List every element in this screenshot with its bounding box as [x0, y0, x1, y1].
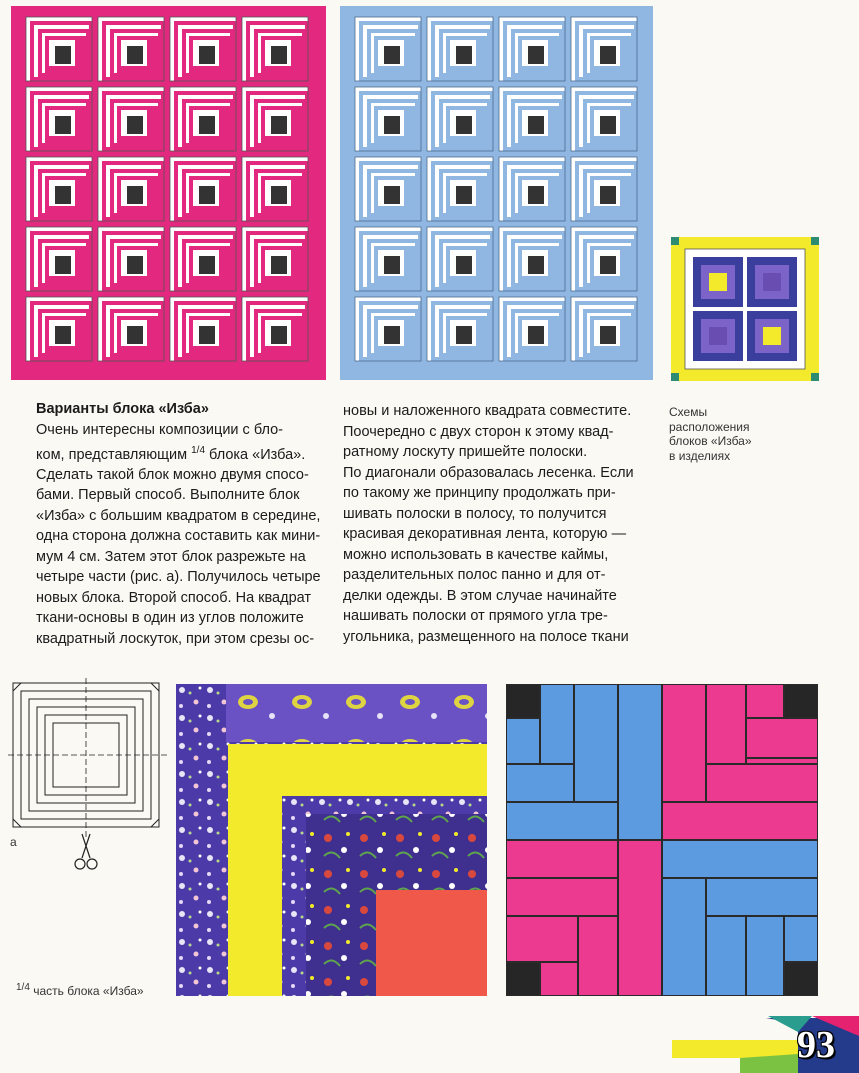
scheme-block-2 [747, 257, 797, 307]
text-line: ткани-основы в один из углов положите [36, 610, 304, 627]
scheme-block-1 [693, 257, 743, 307]
caption-text: часть блока «Изба» [33, 984, 144, 998]
fabric-sample-photo [176, 684, 487, 996]
schemes-caption [669, 405, 789, 463]
scheme-block-4 [747, 311, 797, 361]
caption-line: расположения [669, 419, 750, 434]
body-column-1 [36, 420, 324, 649]
text-line: Очень интересны композиции с бло- [36, 422, 283, 438]
text-line: можно использовать в качестве каймы, [343, 546, 609, 563]
caption-line: Схемы [669, 405, 708, 419]
small-scheme-diagram [671, 237, 819, 381]
text-line: шивать полоски в полосу, то получится [343, 505, 607, 522]
caption-line: в изделиях [669, 448, 731, 463]
page-number: 93 [797, 1024, 835, 1066]
text-line: делки одежды. В этом случае начинайте [343, 587, 617, 604]
text-line: четыре части (рис. а). Получилось четыре [36, 569, 321, 586]
body-column-2 [343, 401, 652, 647]
text-line: Поочередно с двух сторон к этому квад- [343, 423, 614, 440]
text-line: новы и наложенного квадрата совместите. [343, 403, 632, 419]
block-cut-diagram [8, 678, 168, 878]
blue-quilt-diagram [340, 6, 653, 380]
text-line: ратному лоскуту пришейте полоски. [343, 444, 588, 460]
scheme-block-3 [693, 311, 743, 361]
caption-fraction: 1/4 [16, 982, 30, 993]
text-line: новых блока. Второй способ. На квадрат [36, 589, 312, 606]
text-line: мум 4 см. Затем этот блок разрежьте на [36, 548, 306, 565]
scissors-icon [75, 834, 97, 869]
text-line: одна сторона должна составить как мини- [36, 528, 321, 545]
text-line: Сделать такой блок можно двумя спосо- [36, 466, 309, 483]
pink-blue-block-photo [506, 684, 818, 996]
text-line: красивая декоративная лента, которую — [343, 526, 627, 542]
figure-caption [16, 982, 144, 998]
caption-line: блоков «Изба» [669, 434, 752, 448]
figure-a-label: а [10, 835, 17, 849]
text-line: квадратный лоскуток, при этом срезы ос- [36, 630, 315, 647]
text-line: ком, представляющим $^{1/4}$ блока «Изба». [36, 444, 306, 463]
text-line: нашивать полоски от прямого угла тре- [343, 608, 608, 624]
text-line: «Изба» с большим квадратом в середине, [36, 507, 321, 524]
text-line: разделительных полос панно и для от- [343, 567, 606, 583]
text-line: По диагонали образовалась лесенка. Если [343, 464, 634, 481]
text-line: угольника, размещенного на полосе ткани [343, 628, 629, 645]
text-line: бами. Первый способ. Выполните блок [36, 487, 300, 504]
fraction: 1/4 [191, 444, 206, 456]
section-title: Варианты блока «Изба» [36, 401, 209, 417]
magenta-quilt-diagram [11, 6, 326, 380]
text-line: по такому же принципу продолжать при- [343, 485, 616, 501]
